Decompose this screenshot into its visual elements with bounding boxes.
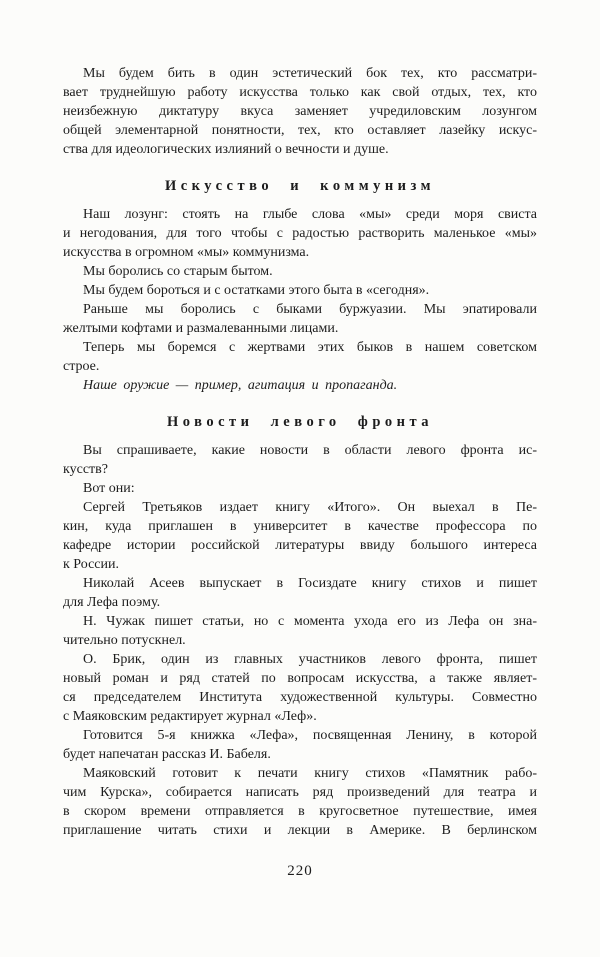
text-line: желтыми кофтами и размалеванными лицами. xyxy=(63,321,339,336)
text-line: Вот они: xyxy=(83,481,135,496)
page-text-block xyxy=(63,64,537,840)
text-line: чим Курска», собирается написать ряд произведений для театра и xyxy=(63,785,537,800)
text-line: для Лефа поэму. xyxy=(63,595,161,610)
text-line: Н. Чужак пишет статьи, но с момента ухода его из Лефа он зна- xyxy=(83,614,537,629)
text-line: Наше оружие — пример, агитация и пропаганда. xyxy=(83,378,398,393)
paragraph xyxy=(63,441,537,479)
text-line: новый роман и ряд статей по вопросам искусства, а также являет- xyxy=(63,671,537,686)
text-line: ся председателем Института художественной культуры. Совместно xyxy=(63,690,537,705)
text-line: неизбежную диктатуру вкуса заменяет учредиловским лозунгом xyxy=(63,104,537,119)
text-line: О. Брик, один из главных участников левого фронта, пишет xyxy=(83,652,537,667)
text-line: приглашение читать стихи и лекции в Америке. В берлинском xyxy=(63,823,537,838)
text-line: и негодования, для того чтобы с радостью растворить маленькое «мы» xyxy=(63,226,537,241)
text-line: кин, куда приглашен в университет в качестве профессора по xyxy=(63,519,537,534)
text-line: в скором времени отправляется в кругосветное путешествие, имея xyxy=(63,804,537,819)
paragraph xyxy=(63,262,537,281)
text-line: Наш лозунг: стоять на глыбе слова «мы» среди моря свиста xyxy=(83,207,537,222)
section-heading-art-and-communism: Искусство и коммунизм xyxy=(164,178,436,194)
text-line: Теперь мы боремся с жертвами этих быков в нашем советском xyxy=(83,340,537,355)
text-line: вает труднейшую работу искусства только как свой отдых, тех, кто xyxy=(63,85,537,100)
paragraph xyxy=(63,650,537,726)
text-line: искусства в огромном «мы» коммунизма. xyxy=(63,245,310,260)
paragraph-slogan-italic xyxy=(63,376,537,395)
page-number: 220 xyxy=(287,863,313,879)
text-line: чительно потускнел. xyxy=(63,633,186,648)
text-line: Николай Асеев выпускает в Госиздате книгу стихов и пишет xyxy=(83,576,537,591)
text-line: с Маяковским редактирует журнал «Леф». xyxy=(63,709,317,724)
text-line: Мы будем бить в один эстетический бок тех, кто рассматри- xyxy=(83,66,537,81)
paragraph xyxy=(63,300,537,338)
text-line: Маяковский готовит к печати книгу стихов «Памятник рабо- xyxy=(83,766,537,781)
text-line: к России. xyxy=(63,557,119,572)
text-line: Готовится 5-я книжка «Лефа», посвященная Ленину, в которой xyxy=(83,728,537,743)
text-line: общей элементарной понятности, тех, кто оставляет лазейку искус- xyxy=(63,123,537,138)
paragraph xyxy=(63,574,537,612)
text-line: ства для идеологических излияний о вечности и душе. xyxy=(63,142,389,157)
text-line: кафедре истории российской литературы ввиду большого интереса xyxy=(63,538,537,553)
text-line: строе. xyxy=(63,359,100,374)
paragraph xyxy=(63,281,537,300)
text-line: кусств? xyxy=(63,462,108,477)
section-heading-left-front-news: Новости левого фронта xyxy=(166,414,434,430)
text-line: Раньше мы боролись с быками буржуазии. Мы эпатировали xyxy=(83,302,537,317)
paragraph xyxy=(63,764,537,840)
text-line: Сергей Третьяков издает книгу «Итого». Он выехал в Пе- xyxy=(83,500,537,515)
paragraph xyxy=(63,479,537,498)
text-line: Мы боролись со старым бытом. xyxy=(83,264,273,279)
paragraph xyxy=(63,498,537,574)
text-line: будет напечатан рассказ И. Бабеля. xyxy=(63,747,271,762)
text-line: Мы будем бороться и с остатками этого быта в «сегодня». xyxy=(83,283,430,298)
paragraph xyxy=(63,726,537,764)
paragraph xyxy=(63,338,537,376)
text-line: Вы спрашиваете, какие новости в области левого фронта ис- xyxy=(83,443,537,458)
paragraph xyxy=(63,612,537,650)
paragraph xyxy=(63,64,537,159)
paragraph xyxy=(63,205,537,262)
